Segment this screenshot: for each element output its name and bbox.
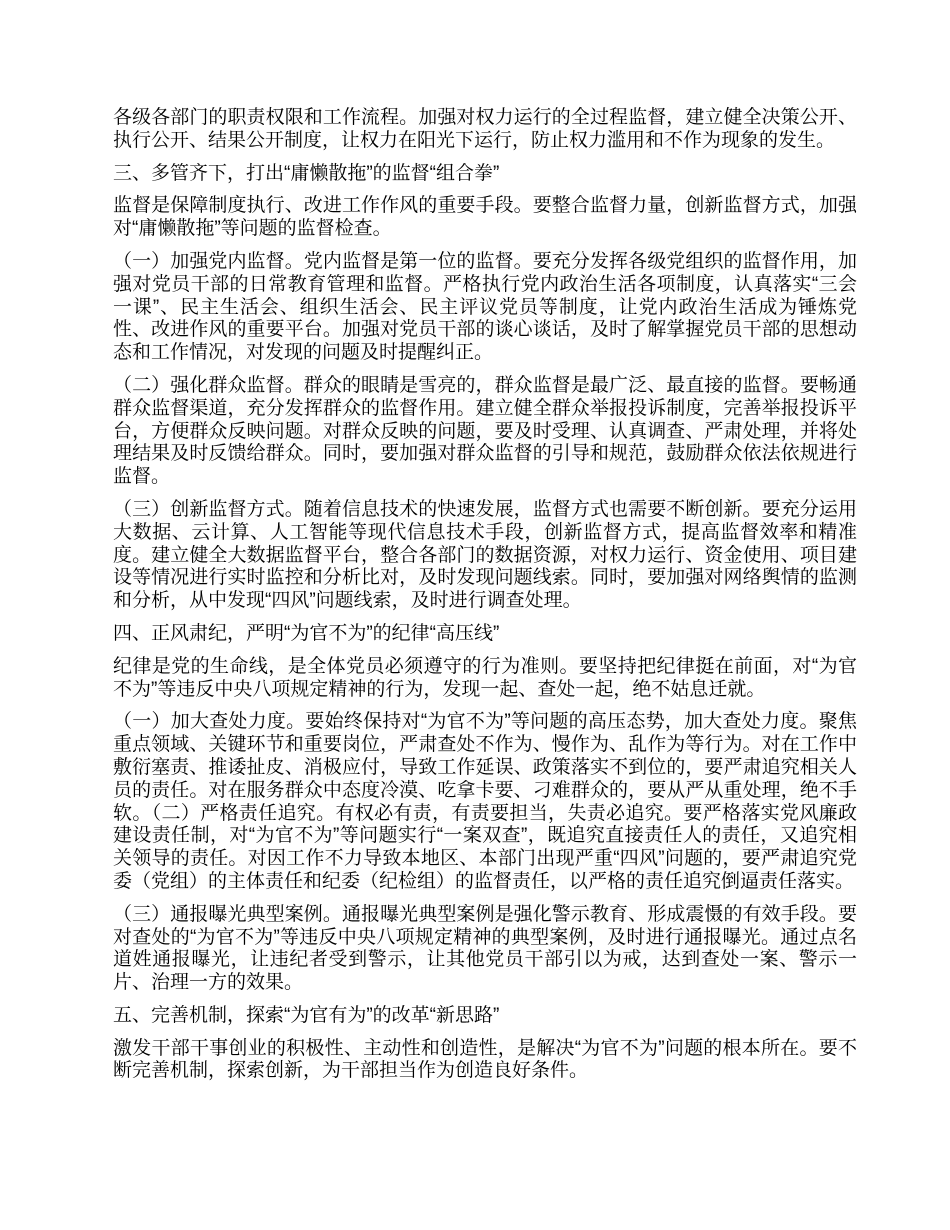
paragraph-item-3: （三）创新监督方式。随着信息技术的快速发展，监督方式也需要不断创新。要充分运用大数据、云计算、人工智能等现代信息技术手段，创新监督方式，提高监督效率和精准度。建立健全大数据监督平台，整合各部门的数据资源，对权力运行、资金使用、项目建设等情况进行实时监控和分析比对，及时发现问题线索。同时，要加强对网络舆情的监测和分析，从中发现“四风”问题线索，及时进行调查处理。 (113, 498, 857, 612)
paragraph-item-3b: （三）通报曝光典型案例。通报曝光典型案例是强化警示教育、形成震慑的有效手段。要对查处的“为官不为”等违反中央八项规定精神的典型案例，及时进行通报曝光。通过点名道姓通报曝光，让违纪者受到警示，让其他党员干部引以为戒，达到查处一案、警示一片、治理一方的效果。 (113, 903, 857, 994)
section-heading-3: 三、多管齐下，打出“庸懒散拖”的监督“组合拳” (113, 162, 500, 184)
paragraph: 激发干部干事创业的积极性、主动性和创造性，是解决“为官不为”问题的根本所在。要不断完善机制，探索创新，为干部担当作为创造良好条件。 (113, 1037, 857, 1082)
paragraph-continuation: 各级各部门的职责权限和工作流程。加强对权力运行的全过程监督，建立健全决策公开、执行公开、结果公开制度，让权力在阳光下运行，防止权力滥用和不作为现象的发生。 (113, 107, 857, 151)
section-heading-5: 五、完善机制，探索“为官有为”的改革“新思路” (113, 1004, 500, 1026)
section-heading-4: 四、正风肃纪，严明“为官不为”的纪律“高压线” (113, 622, 500, 644)
paragraph: 监督是保障制度执行、改进工作作风的重要手段。要整合监督力量，创新监督方式，加强对“庸懒散拖”等问题的监督检查。 (113, 195, 857, 240)
paragraph: 纪律是党的生命线，是全体党员必须遵守的行为准则。要坚持把纪律挺在前面，对“为官不为”等违反中央八项规定精神的行为，发现一起、查处一起，绝不姑息迁就。 (113, 655, 857, 700)
paragraph-item-1: （一）加强党内监督。党内监督是第一位的监督。要充分发挥各级党组织的监督作用，加强对党员干部的日常教育管理和监督。严格执行党内政治生活各项制度，认真落实“三会一课”、民主生活会、组织生活会、民主评议党员等制度，让党内政治生活成为锤炼党性、改进作风的重要平台。加强对党员干部的谈心谈话，及时了解掌握党员干部的思想动态和工作情况，对发现的问题及时提醒纠正。 (113, 250, 857, 364)
paragraph-item-1-2: （一）加大查处力度。要始终保持对“为官不为”等问题的高压态势，加大查处力度。聚焦重点领域、关键环节和重要岗位，严肃查处不作为、慢作为、乱作为等行为。对在工作中敷衍塞责、推诿扯皮、消极应付，导致工作延误、政策落实不到位的，要严肃追究相关人员的责任。对在服务群众中态度冷漠、吃拿卡要、刁难群众的，要从严从重处理，绝不手软。（二）严格责任追究。有权必有责，有责要担当，失责必追究。要严格落实党风廉政建设责任制，对“为官不为”等问题实行“一案双查”，既追究直接责任人的责任，又追究相关领导的责任。对因工作不力导致本地区、本部门出现严重“四风”问题的，要严肃追究党委（党组）的主体责任和纪委（纪检组）的监督责任，以严格的责任追究倒逼责任落实。 (113, 711, 857, 892)
document-text-block (113, 107, 857, 1083)
paragraph-item-2: （二）强化群众监督。群众的眼睛是雪亮的，群众监督是最广泛、最直接的监督。要畅通群众监督渠道，充分发挥群众的监督作用。建立健全群众举报投诉制度，完善举报投诉平台，方便群众反映问题。对群众反映的问题，要及时受理、认真调查、严肃处理，并将处理结果及时反馈给群众。同时，要加强对群众监督的引导和规范，鼓励群众依法依规进行监督。 (113, 374, 857, 488)
